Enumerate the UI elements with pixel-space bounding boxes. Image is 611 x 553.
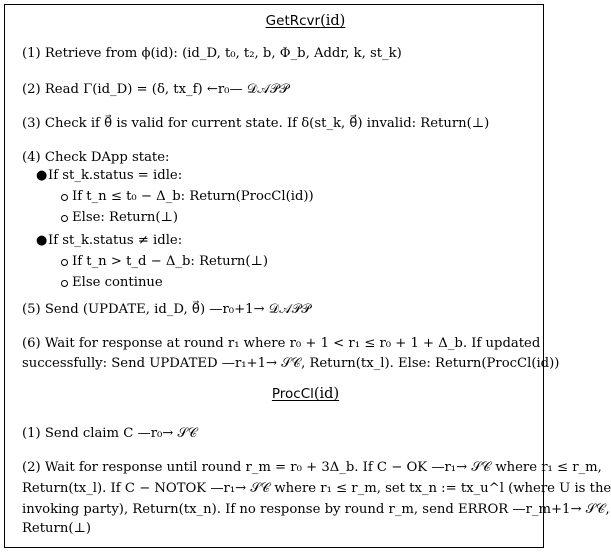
step-4b2: Else continue xyxy=(72,275,163,290)
circle-bullet-icon xyxy=(61,215,68,222)
circle-bullet-icon xyxy=(61,280,68,287)
proccl-step-2-line-1: (2) Wait for response until round r_m = r₀ + 3Δ_b. If C − OK —r₁→ 𝒮𝒞 where r₁ ≤ r_m, xyxy=(22,460,602,475)
proccl-step-1: (1) Send claim C —r₀→ 𝒮𝒞 xyxy=(22,426,198,441)
step-5: (5) Send (UPDATE, id_D, θ⃗) —r₀+1→ 𝒟𝒜𝒫𝒫 xyxy=(22,302,311,317)
step-4a2: Else: Return(⊥) xyxy=(72,210,179,225)
circle-bullet-icon xyxy=(61,194,68,201)
step-1: (1) Retrieve from ϕ(id): (id_D, t₀, t₂, b, Φ_b, Addr, k, st_k) xyxy=(22,46,402,61)
step-4a: If st_k.status = idle: xyxy=(48,168,183,183)
proccl-step-2-line-2: Return(tx_l). If C − NOTOK —r₁→ 𝒮𝒞 where r₁ ≤ r_m, set tx_n := tx_u^l (where U is the xyxy=(22,481,611,496)
step-6-line-2: successfully: Send UPDATED —r₁+1→ 𝒮𝒞, Return(tx_l). Else: Return(ProcCl(id)) xyxy=(22,356,560,371)
step-4: (4) Check DApp state: xyxy=(22,150,170,165)
step-3: (3) Check if θ⃗ is valid for current state. If δ(st_k, θ⃗) invalid: Return(⊥) xyxy=(22,116,490,131)
proccl-step-2-line-4: Return(⊥) xyxy=(22,521,92,536)
step-4a1: If t_n ≤ t₀ − Δ_b: Return(ProcCl(id)) xyxy=(72,189,314,204)
step-2: (2) Read Γ(id_D) = (δ, tx_f) ←r₀— 𝒟𝒜𝒫𝒫 xyxy=(22,82,289,97)
bullet-icon: ● xyxy=(36,168,48,183)
circle-bullet-icon xyxy=(61,259,68,266)
bullet-icon: ● xyxy=(36,233,48,248)
proccl-title: ProcCl(id) xyxy=(271,386,340,402)
step-4b: If st_k.status ≠ idle: xyxy=(48,233,183,248)
getrcvr-title: GetRcvr(id) xyxy=(265,13,346,29)
proccl-step-2-line-3: invoking party), Return(tx_n). If no response by round r_m, send ERROR —r_m+1→ 𝒮𝒞, xyxy=(22,502,610,517)
step-6-line-1: (6) Wait for response at round r₁ where r₀ + 1 < r₁ ≤ r₀ + 1 + Δ_b. If updated xyxy=(22,336,541,351)
step-4b1: If t_n > t_d − Δ_b: Return(⊥) xyxy=(72,254,269,269)
